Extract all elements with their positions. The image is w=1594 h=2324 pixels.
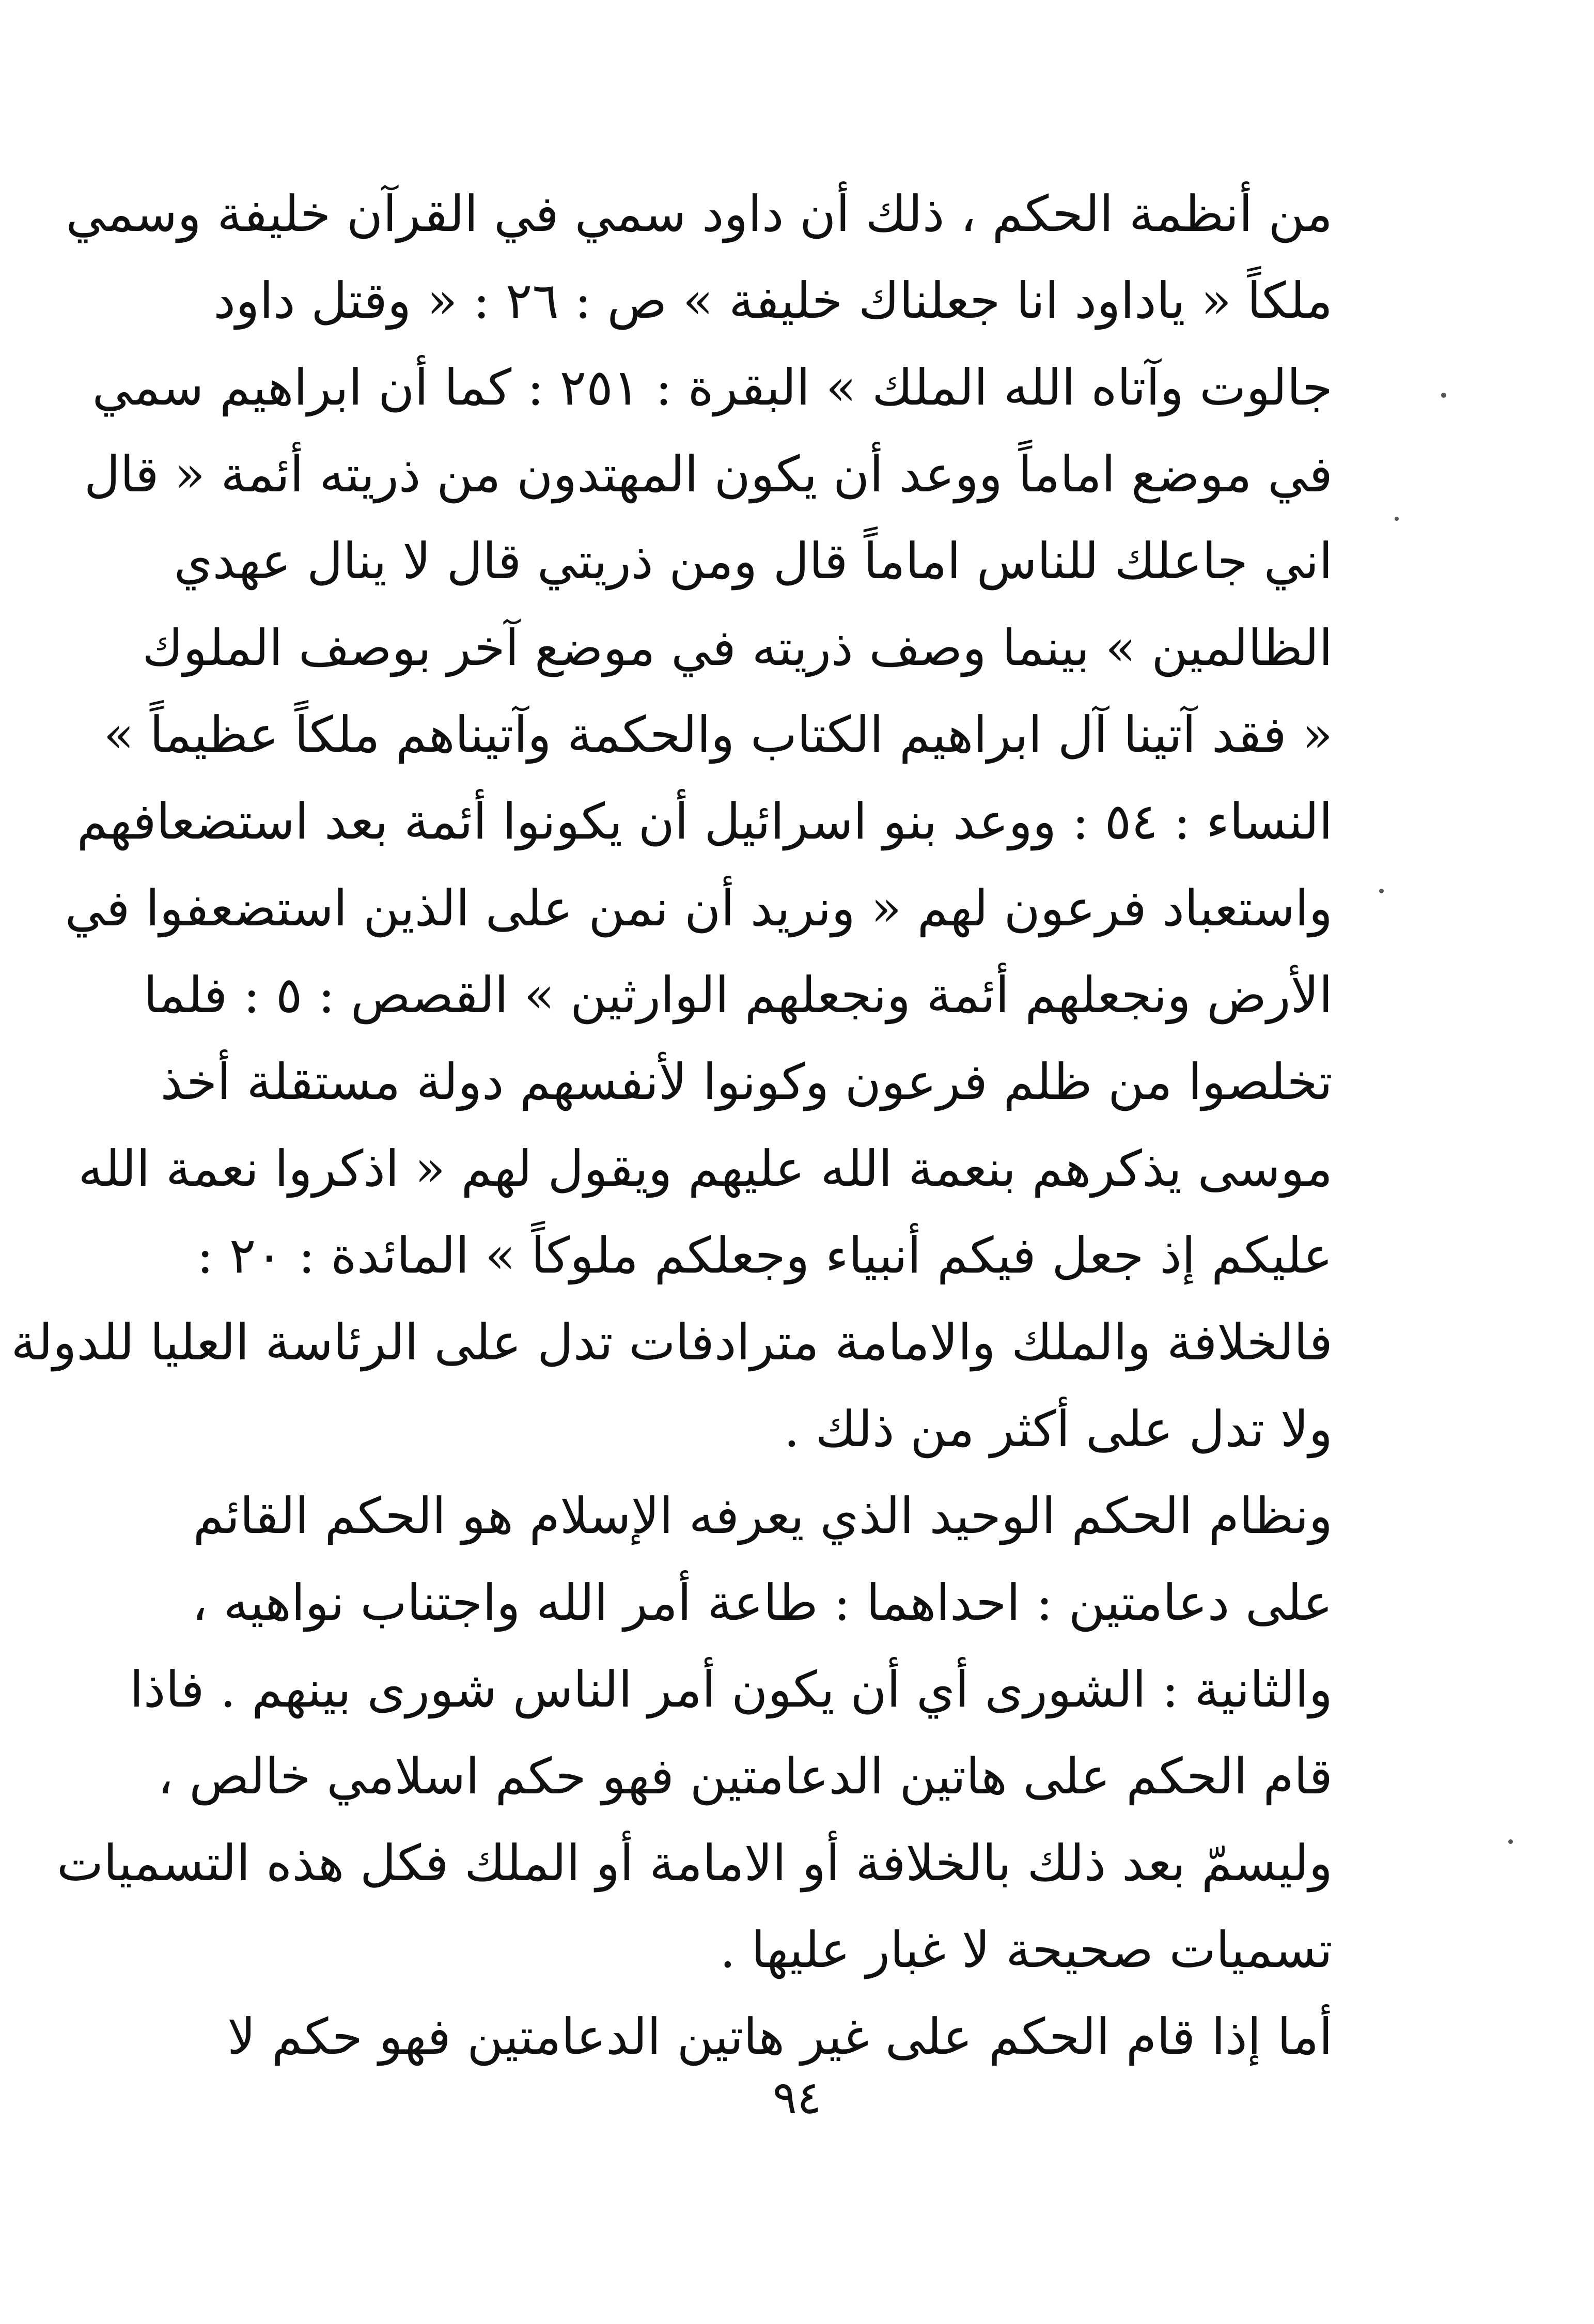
text-line-11: تخلصوا من ظلم فرعون وكونوا لأنفسهم دولة مستقلة أخذ — [160, 1053, 1333, 1111]
scan-speck — [1441, 393, 1446, 398]
text-line-19: قام الحكم على هاتين الدعامتين فهو حكم اسلامي خالص ، — [157, 1747, 1333, 1805]
text-line-15: ولا تدل على أكثر من ذلك . — [784, 1400, 1333, 1458]
scan-speck — [1508, 1839, 1513, 1844]
text-line-9: واستعباد فرعون لهم « ونريد أن نمن على الذين استضعفوا في — [65, 879, 1333, 937]
text-line-7: « فقد آتينا آل ابراهيم الكتاب والحكمة وآتيناهم ملكاً عظيماً » — [103, 706, 1333, 764]
text-line-3: جالوت وآتاه الله الملك » البقرة : ٢٥١ : كما أن ابراهيم سمي — [92, 359, 1333, 416]
text-line-1: من أنظمة الحكم ، ذلك أن داود سمي في القرآن خليفة وسمي — [66, 185, 1333, 243]
page-number: ٩٤ — [772, 2071, 822, 2124]
text-line-5: اني جاعلك للناس اماماً قال ومن ذريتي قال لا ينال عهدي — [174, 532, 1333, 590]
text-line-16: ونظام الحكم الوحيد الذي يعرفه الإسلام هو الحكم القائم — [193, 1487, 1333, 1545]
text-line-12: موسى يذكرهم بنعمة الله عليهم ويقول لهم « اذكروا نعمة الله — [78, 1140, 1333, 1198]
text-line-8: النساء : ٥٤ : ووعد بنو اسرائيل أن يكونوا أئمة بعد استضعافهم — [76, 793, 1333, 850]
text-line-17: على دعامتين : احداهما : طاعة أمر الله واجتناب نواهيه ، — [192, 1574, 1333, 1632]
text-line-4: في موضع اماماً ووعد أن يكون المهتدون من ذريته أئمة « قال — [84, 445, 1333, 503]
text-line-10: الأرض ونجعلهم أئمة ونجعلهم الوارثين » القصص : ٥ : فلما — [144, 966, 1333, 1024]
text-line-21: تسميات صحيحة لا غبار عليها . — [720, 1921, 1333, 1979]
scan-speck — [1395, 517, 1399, 521]
text-line-22: أما إذا قام الحكم على غير هاتين الدعامتين فهو حكم لا — [227, 2008, 1333, 2066]
scan-speck — [1379, 889, 1384, 893]
text-line-13: عليكم إذ جعل فيكم أنبياء وجعلكم ملوكاً » المائدة : ٢٠ : — [197, 1227, 1333, 1284]
text-line-2: ملكاً « ياداود انا جعلناك خليفة » ص : ٢٦ : « وقتل داود — [213, 272, 1333, 330]
text-line-14: فالخلافة والملك والامامة مترادفات تدل على الرئاسة العليا للدولة — [11, 1313, 1333, 1371]
body-text — [11, 171, 1333, 2080]
text-line-20: وليسمّ بعد ذلك بالخلافة أو الامامة أو الملك فكل هذه التسميات — [56, 1834, 1333, 1892]
text-line-6: الظالمين » بينما وصف ذريته في موضع آخر بوصف الملوك — [142, 619, 1333, 677]
text-line-18: والثانية : الشورى أي أن يكون أمر الناس شورى بينهم . فاذا — [130, 1661, 1333, 1718]
